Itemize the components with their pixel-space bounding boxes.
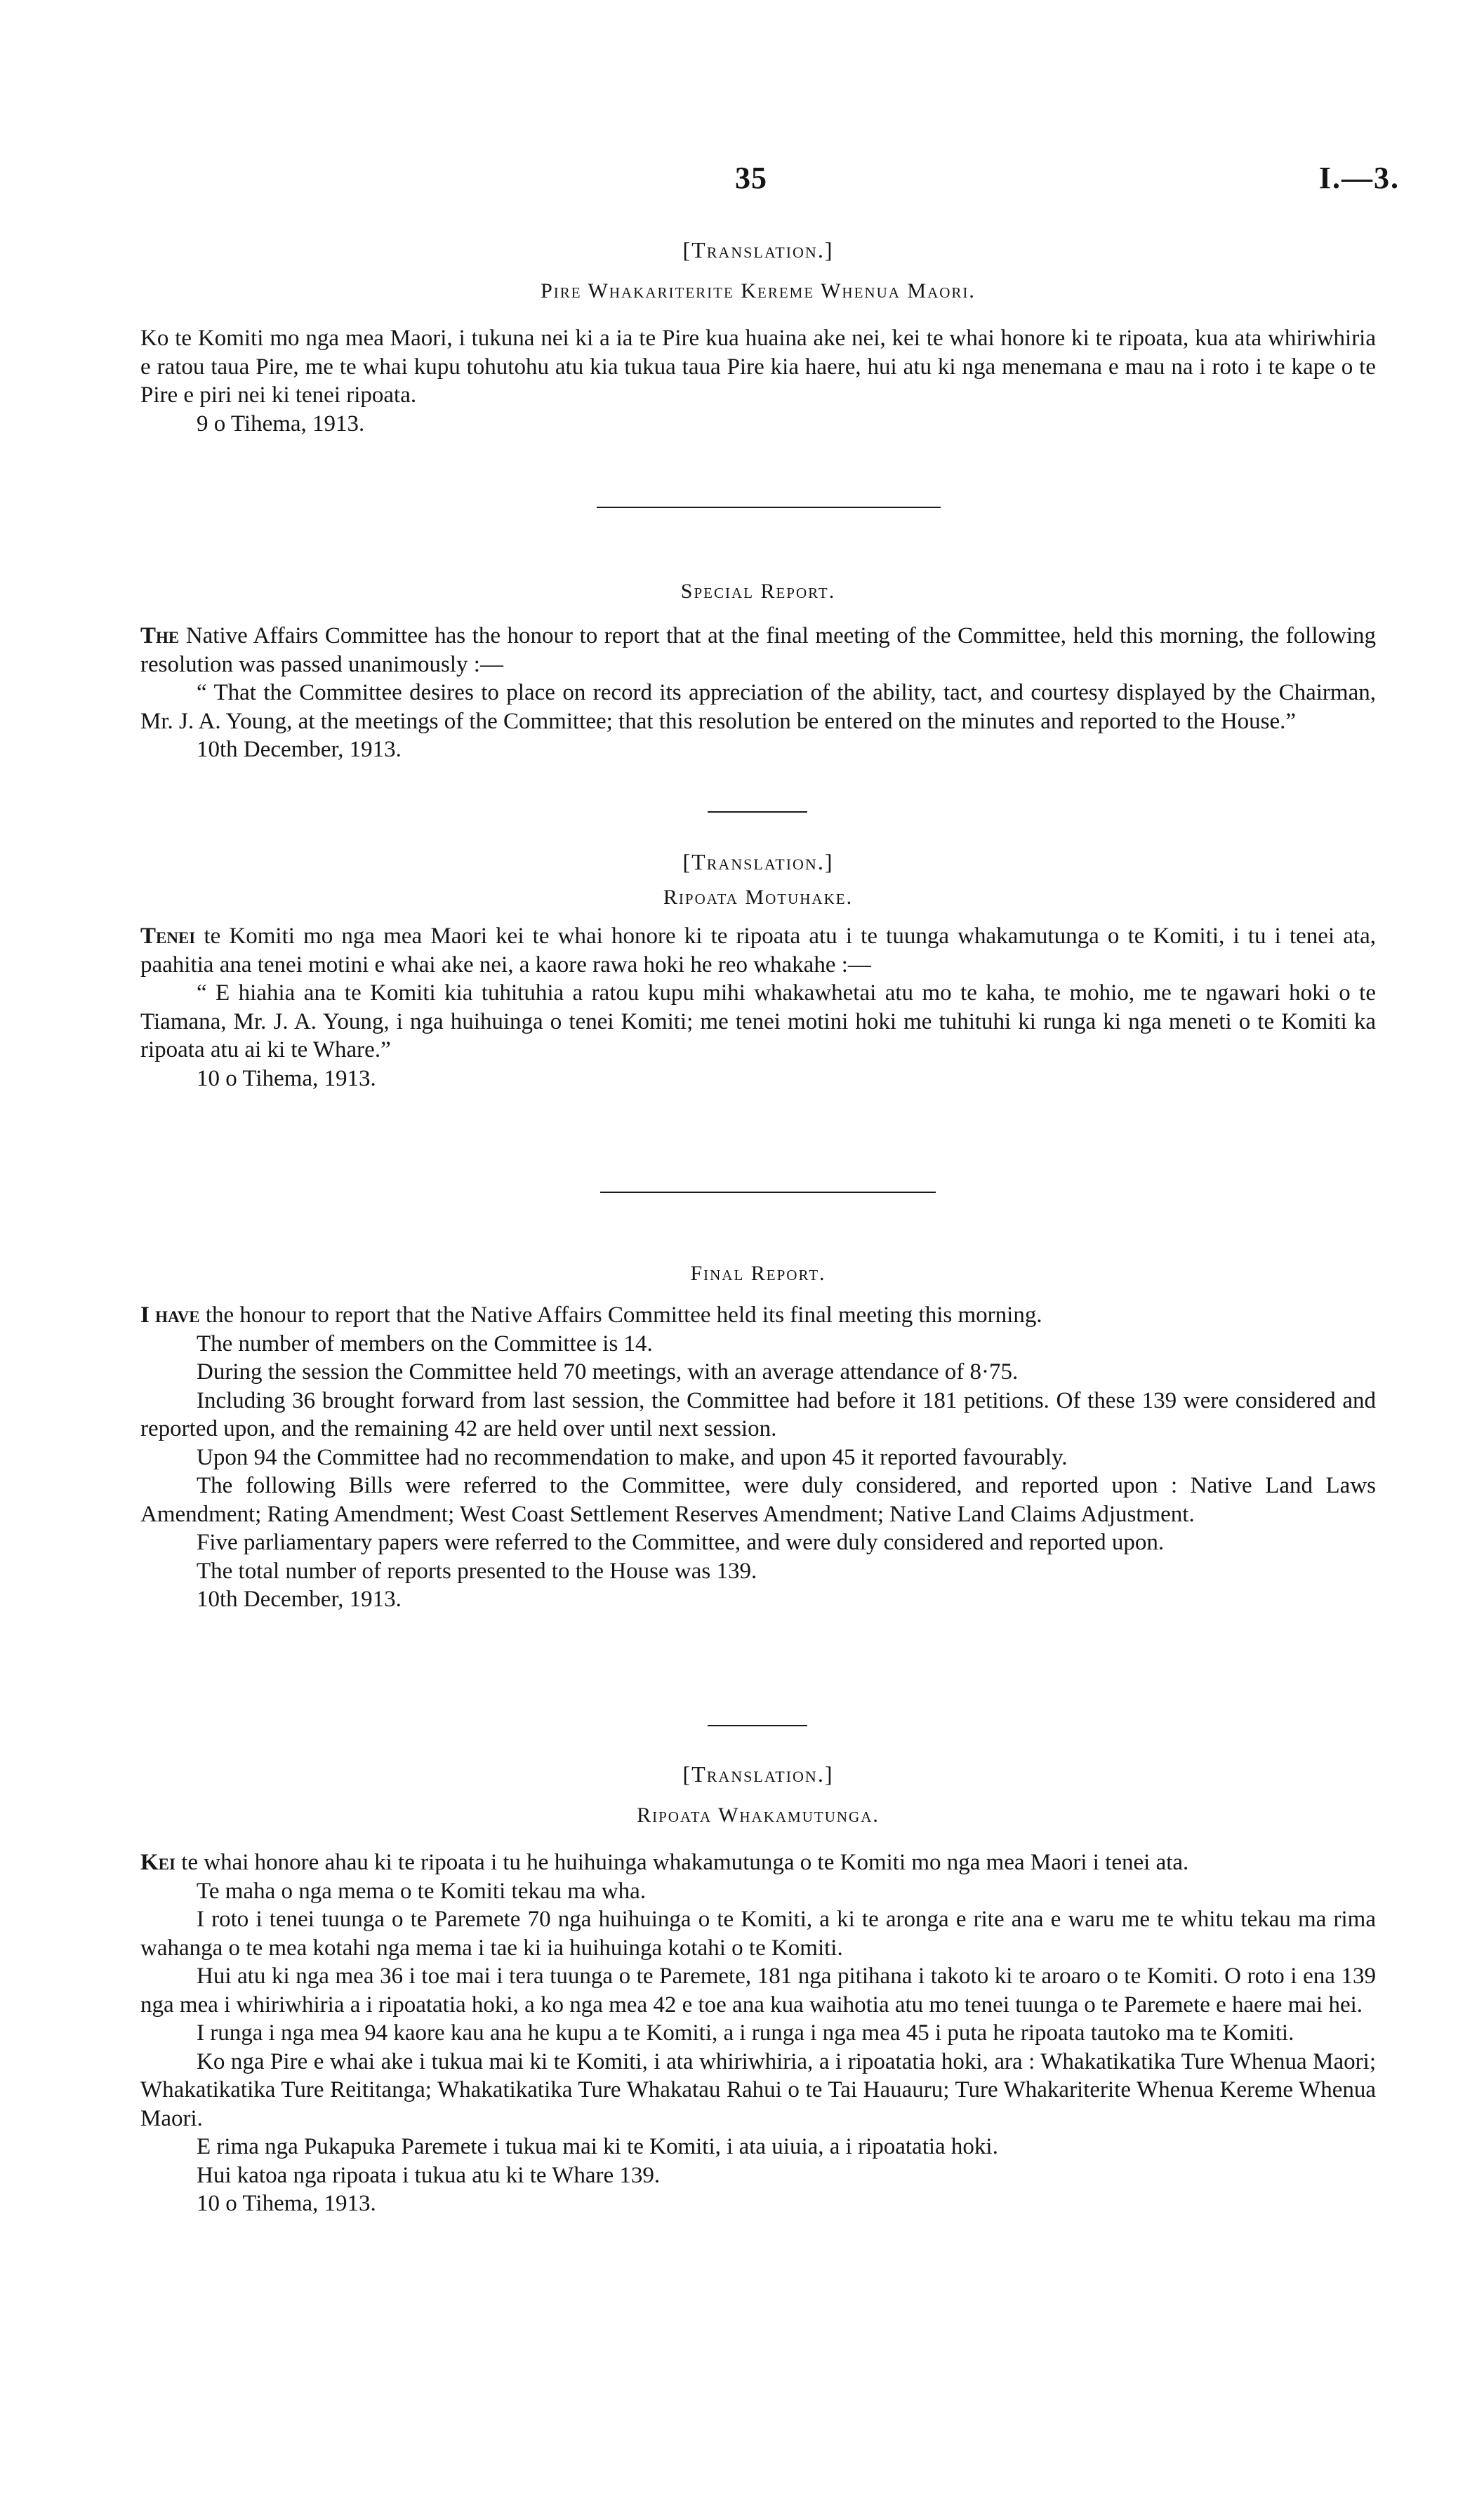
paragraph: Including 36 brought forward from last session, the Committee had before it 181 petitions. Of these 139 were considered and reported upon, and the remaining 42 are held over until next session. xyxy=(140,1387,1376,1441)
section-body-5 xyxy=(140,1848,1376,2218)
paragraph: The following Bills were referred to the Committee, were duly considered, and reported upon : Native Land Laws Amendment; Rating Amendment; West Coast Settlement Reserves Amendment; Native Land Claims Adjustment. xyxy=(140,1473,1376,1527)
date-line: 9 o Tihema, 1913. xyxy=(197,411,365,436)
paragraph: Upon 94 the Committee had no recommendation to make, and upon 45 it reported favourably. xyxy=(197,1444,1068,1470)
paragraph: I have the honour to report that the Native Affairs Committee held its final meeting this morning. xyxy=(140,1302,1042,1328)
section-body-4 xyxy=(140,1301,1376,1614)
paragraph: I roto i tenei tuunga o te Paremete 70 nga huihuinga o te Komiti, a ki te aronga e rite ana e waru me te whitu tekau ma rima wahanga o te mea kotahi nga mema i tae ki ia huihuinga kotahi o te Komiti. xyxy=(140,1907,1376,1961)
lead-word: Kei xyxy=(140,1850,175,1875)
paragraph: The Native Affairs Committee has the honour to report that at the final meeting of the Committee, held this morning, the following resolution was passed unanimously :— xyxy=(140,623,1377,677)
date-line: 10 o Tihema, 1913. xyxy=(197,2191,376,2216)
date-line: 10th December, 1913. xyxy=(197,1587,402,1612)
paragraph: The number of members on the Committee is 14. xyxy=(197,1331,653,1356)
section-body-2 xyxy=(140,622,1376,764)
section-body-3 xyxy=(140,922,1376,1093)
paragraph: Tenei te Komiti mo nga mea Maori kei te whai honore ki te ripoata atu i te tuunga whakamutunga o te Komiti, i tu i tenei ata, paahitia ana tenei motini e whai ake nei, a kaore rawa hoki he reo whakahe :— xyxy=(140,924,1376,978)
section-title-ripoata-whakamutunga: Ripoata Whakamutunga. xyxy=(637,1804,880,1827)
paragraph: During the session the Committee held 70 meetings, with an average attendance of 8·75. xyxy=(197,1359,1019,1385)
section-divider xyxy=(597,507,941,508)
paragraph-quote: “ E hiahia ana te Komiti kia tuhituhia a ratou kupu mihi whakawhetai atu mo te kaha, te mohio, me te ngawari hoki o te Tiamana, Mr. J. A. Young, i nga huihuinga o tenei Komiti; me tenei motini hoki me tuhituhi ki runga ki nga meneti o te Komiti ka ripoata atu ai ki te Whare.” xyxy=(140,980,1376,1062)
section-divider xyxy=(708,1725,807,1726)
paragraph: Kei te whai honore ahau ki te ripoata i tu he huihuinga whakamutunga o te Komiti mo nga mea Maori i tenei ata. xyxy=(140,1850,1189,1875)
section-divider xyxy=(600,1192,936,1193)
paragraph: Te maha o nga mema o te Komiti tekau ma wha. xyxy=(197,1878,647,1904)
section-title-final-report: Final Report. xyxy=(690,1262,826,1285)
section-title-pire-whakariterite: Pire Whakariterite Kereme Whenua Maori. xyxy=(541,279,976,302)
lead-word: The xyxy=(140,623,180,648)
paper-reference: I.—3. xyxy=(1318,161,1400,195)
date-line: 10th December, 1913. xyxy=(197,737,402,762)
translation-label-2: [Translation.] xyxy=(682,849,834,874)
paragraph: I runga i nga mea 94 kaore kau ana he kupu a te Komiti, a i runga i nga mea 45 i puta he ripoata tautoko ma te Komiti. xyxy=(197,2020,1294,2046)
page-number: 35 xyxy=(735,161,767,195)
lead-word: I have xyxy=(140,1302,200,1328)
date-line: 10 o Tihema, 1913. xyxy=(197,1065,376,1091)
paragraph: Five parliamentary papers were referred to the Committee, and were duly considered and reported upon. xyxy=(197,1530,1165,1555)
section-title-ripoata-motuhake: Ripoata Motuhake. xyxy=(663,886,854,909)
translation-label-3: [Translation.] xyxy=(682,1761,834,1787)
paragraph: Hui katoa nga ripoata i tukua atu ki te Whare 139. xyxy=(197,2162,661,2188)
paragraph-quote: “ That the Committee desires to place on record its appreciation of the ability, tact, and courtesy displayed by the Chairman, Mr. J. A. Young, at the meetings of the Committee; that this resolution be entered on the minutes and reported to the House.” xyxy=(140,680,1376,734)
section-divider xyxy=(708,811,807,813)
translation-label-1: [Translation.] xyxy=(682,237,834,262)
paragraph: E rima nga Pukapuka Paremete i tukua mai ki te Komiti, i ata uiuia, a i ripoatatia hoki. xyxy=(197,2134,998,2159)
paragraph: Ko nga Pire e whai ake i tukua mai ki te Komiti, i ata whiriwhiria, a i ripoatatia hoki, ara : Whakatikatika Ture Whenua Maori; Whakatikatika Ture Reititanga; Whakatikatika Ture Whakatau Rahui o te Tai Hauauru; Ture Whakariterite Whenua Kereme Whenua Maori. xyxy=(140,2048,1376,2131)
paragraph: Ko te Komiti mo nga mea Maori, i tukuna nei ki a ia te Pire kua huaina ake nei, kei te whai honore ki te ripoata, kua ata whiriwhiria e ratou taua Pire, me te whai kupu tohutohu atu kia tukua taua Pire kia haere, hui atu ki nga menemana e mau na i roto i te kape o te Pire e piri nei ki tenei ripoata. xyxy=(140,326,1376,408)
section-body-1 xyxy=(140,324,1376,438)
paragraph: The total number of reports presented to the House was 139. xyxy=(197,1558,757,1584)
section-title-special-report: Special Report. xyxy=(680,580,836,603)
paragraph: Hui atu ki nga mea 36 i toe mai i tera tuunga o te Paremete, 181 nga pitihana i takoto ki te aroaro o te Komiti. O roto i ena 139 nga mea i whiriwhiria a i ripoatatia hoki, a ko nga mea 42 e toe ana kua waihotia atu mo tenei tuunga o te Paremete e haere mai hei. xyxy=(140,1964,1376,2018)
lead-word: Tenei xyxy=(140,924,196,949)
